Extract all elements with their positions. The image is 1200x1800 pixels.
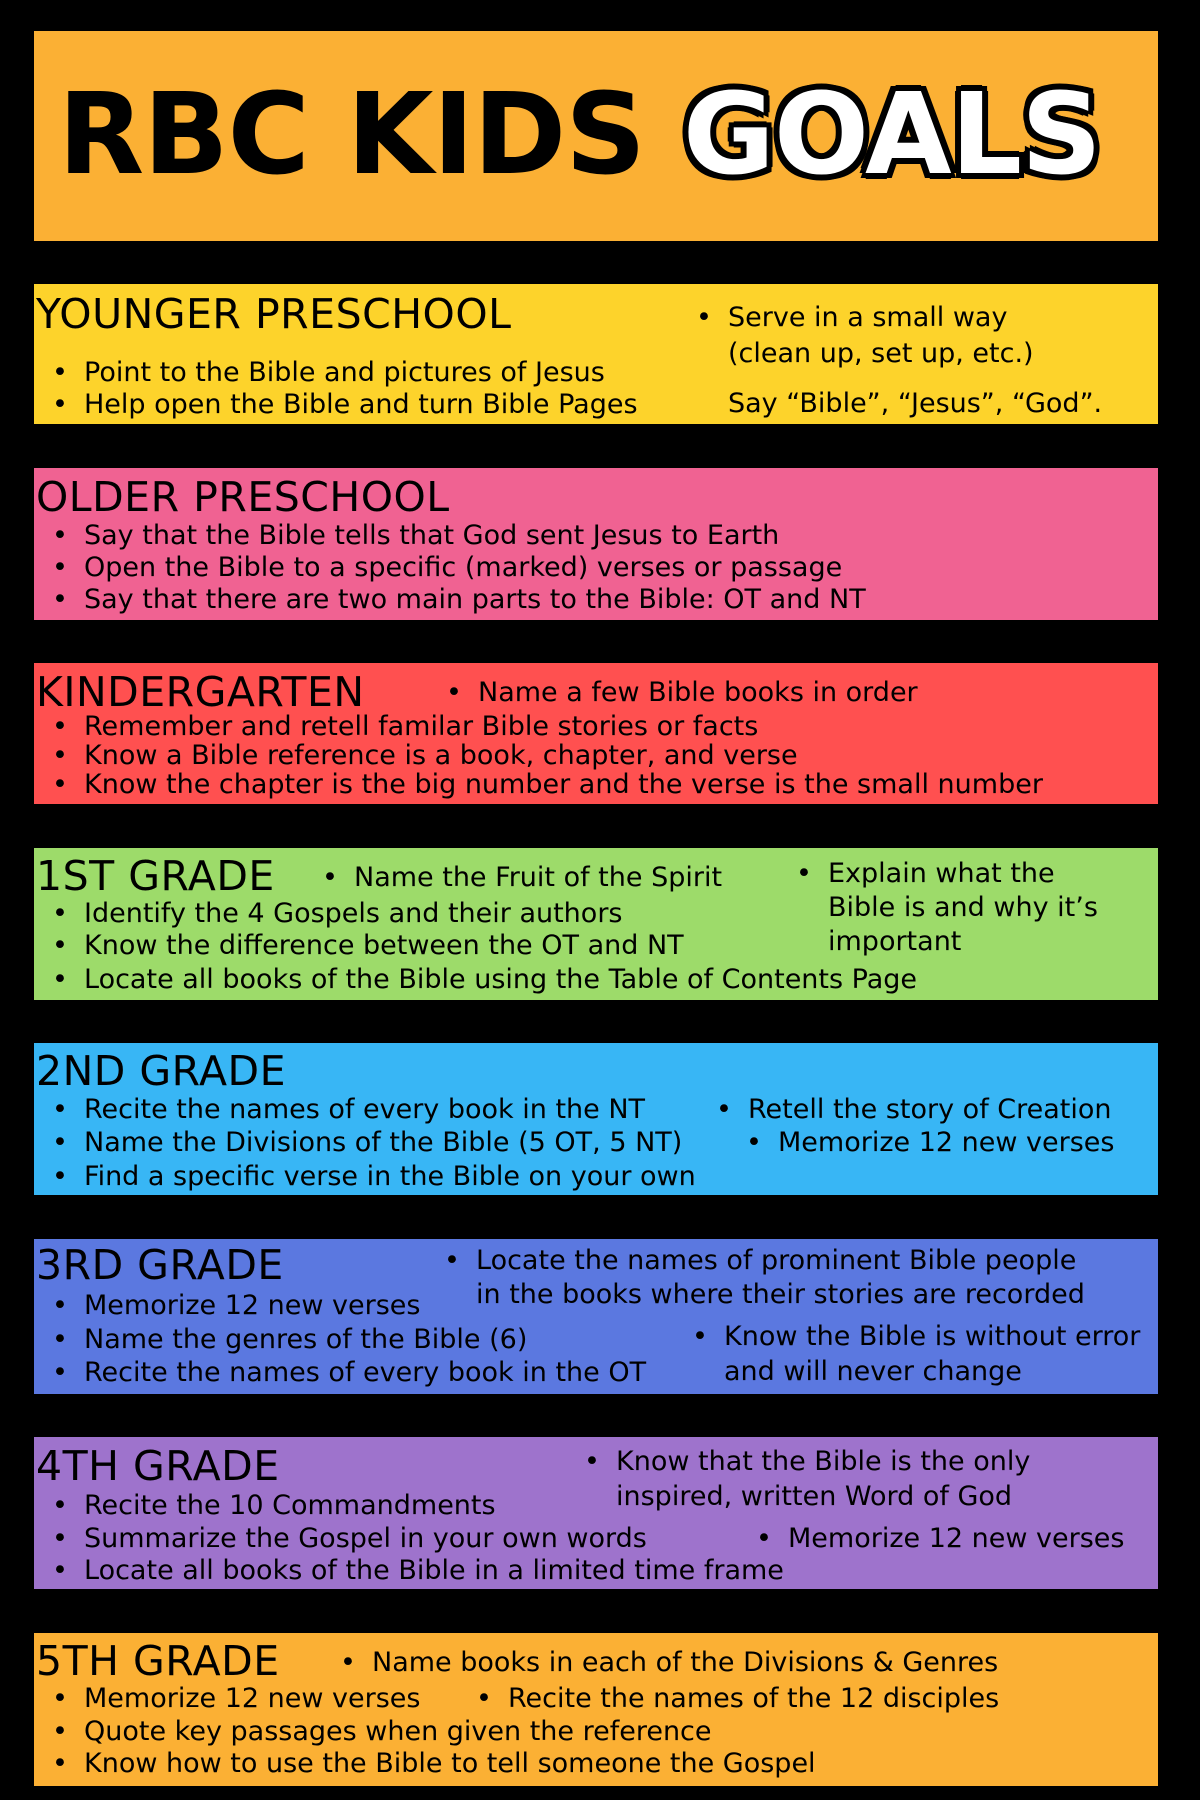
goal-item-continued: important — [828, 926, 962, 957]
goal-item: • Recite the names of every book in the OT — [52, 1357, 647, 1388]
goal-item: • Recite the names of every book in the NT — [52, 1094, 646, 1125]
page-title-part1: RBC KIDS — [58, 70, 645, 200]
goal-item-continued: Bible is and why it’s — [828, 892, 1098, 923]
goal-item: • Locate all books of the Bible in a limited time frame — [52, 1555, 784, 1586]
goal-item: • Locate the names of prominent Bible people — [444, 1245, 1077, 1276]
goal-item: • Know the Bible is without error — [692, 1321, 1141, 1352]
section-older-preschool — [34, 468, 1158, 620]
goal-item: • Know the difference between the OT and NT — [52, 930, 684, 961]
goal-item: • Say that the Bible tells that God sent Jesus to Earth — [52, 520, 780, 551]
section-title: 2ND GRADE — [36, 1047, 286, 1095]
goal-item: • Identify the 4 Gospels and their authors — [52, 898, 623, 929]
goal-item: • Know that the Bible is the only — [584, 1446, 1031, 1477]
section-title: 3RD GRADE — [36, 1241, 284, 1289]
goal-item: • Point to the Bible and pictures of Jesus — [52, 357, 605, 388]
goal-item-continued: in the books where their stories are recorded — [476, 1279, 1085, 1310]
goal-item: • Say that there are two main parts to the Bible: OT and NT — [52, 584, 866, 615]
goal-item: • Name the genres of the Bible (6) — [52, 1324, 528, 1355]
goal-item: • Name a few Bible books in order — [446, 677, 918, 708]
title-banner — [34, 31, 1158, 241]
goal-item: • Recite the 10 Commandments — [52, 1490, 496, 1521]
goal-item: • Quote key passages when given the reference — [52, 1716, 712, 1747]
goal-item: • Know how to use the Bible to tell someone the Gospel — [52, 1748, 816, 1779]
section-title: KINDERGARTEN — [36, 668, 365, 716]
section-4th-grade — [34, 1437, 1158, 1589]
goal-item-continued: and will never change — [724, 1356, 1022, 1387]
page-title-part2: GOALS — [682, 70, 1101, 200]
section-title: OLDER PRESCHOOL — [36, 473, 450, 521]
goal-item: • Open the Bible to a specific (marked) verses or passage — [52, 552, 843, 583]
goal-item: • Help open the Bible and turn Bible Pages — [52, 389, 638, 420]
section-younger-preschool — [34, 284, 1158, 424]
goal-item: • Summarize the Gospel in your own words — [52, 1523, 647, 1554]
goal-item: • Locate all books of the Bible using the Table of Contents Page — [52, 964, 918, 995]
goal-item: • Find a specific verse in the Bible on your own — [52, 1161, 696, 1192]
goal-item-continued: inspired, written Word of God — [616, 1481, 1013, 1512]
section-2nd-grade — [34, 1043, 1158, 1195]
goal-item: • Explain what the — [796, 858, 1055, 889]
section-title: YOUNGER PRESCHOOL — [36, 290, 512, 338]
goal-item: • Know a Bible reference is a book, chapter, and verse — [52, 740, 798, 771]
goal-item: • Memorize 12 new verses — [52, 1290, 421, 1321]
section-title: 1ST GRADE — [36, 852, 275, 900]
section-1st-grade — [34, 848, 1158, 1000]
goal-item: • Memorize 12 new verses — [746, 1127, 1115, 1158]
goal-item: Say “Bible”, “Jesus”, “God”. — [728, 388, 1103, 419]
goal-item: • Serve in a small way — [696, 302, 1008, 333]
goal-item: • Memorize 12 new verses — [52, 1683, 421, 1714]
section-3rd-grade — [34, 1239, 1158, 1394]
page-title — [58, 70, 1101, 200]
goal-item: • Remember and retell familar Bible stories or facts — [52, 711, 759, 742]
goal-item: • Recite the names of the 12 disciples — [476, 1683, 1000, 1714]
section-5th-grade — [34, 1633, 1158, 1786]
goal-item: • Name books in each of the Divisions & Genres — [340, 1647, 999, 1678]
goal-item-continued: (clean up, set up, etc.) — [728, 338, 1034, 369]
goal-item: • Name the Divisions of the Bible (5 OT, 5 NT) — [52, 1127, 683, 1158]
goal-item: • Name the Fruit of the Spirit — [322, 862, 723, 893]
section-title: 4TH GRADE — [36, 1442, 280, 1490]
goal-item: • Memorize 12 new verses — [756, 1523, 1125, 1554]
section-title: 5TH GRADE — [36, 1637, 280, 1685]
section-kindergarten — [34, 663, 1158, 804]
goal-item: • Know the chapter is the big number and the verse is the small number — [52, 769, 1043, 800]
goal-item: • Retell the story of Creation — [716, 1094, 1112, 1125]
